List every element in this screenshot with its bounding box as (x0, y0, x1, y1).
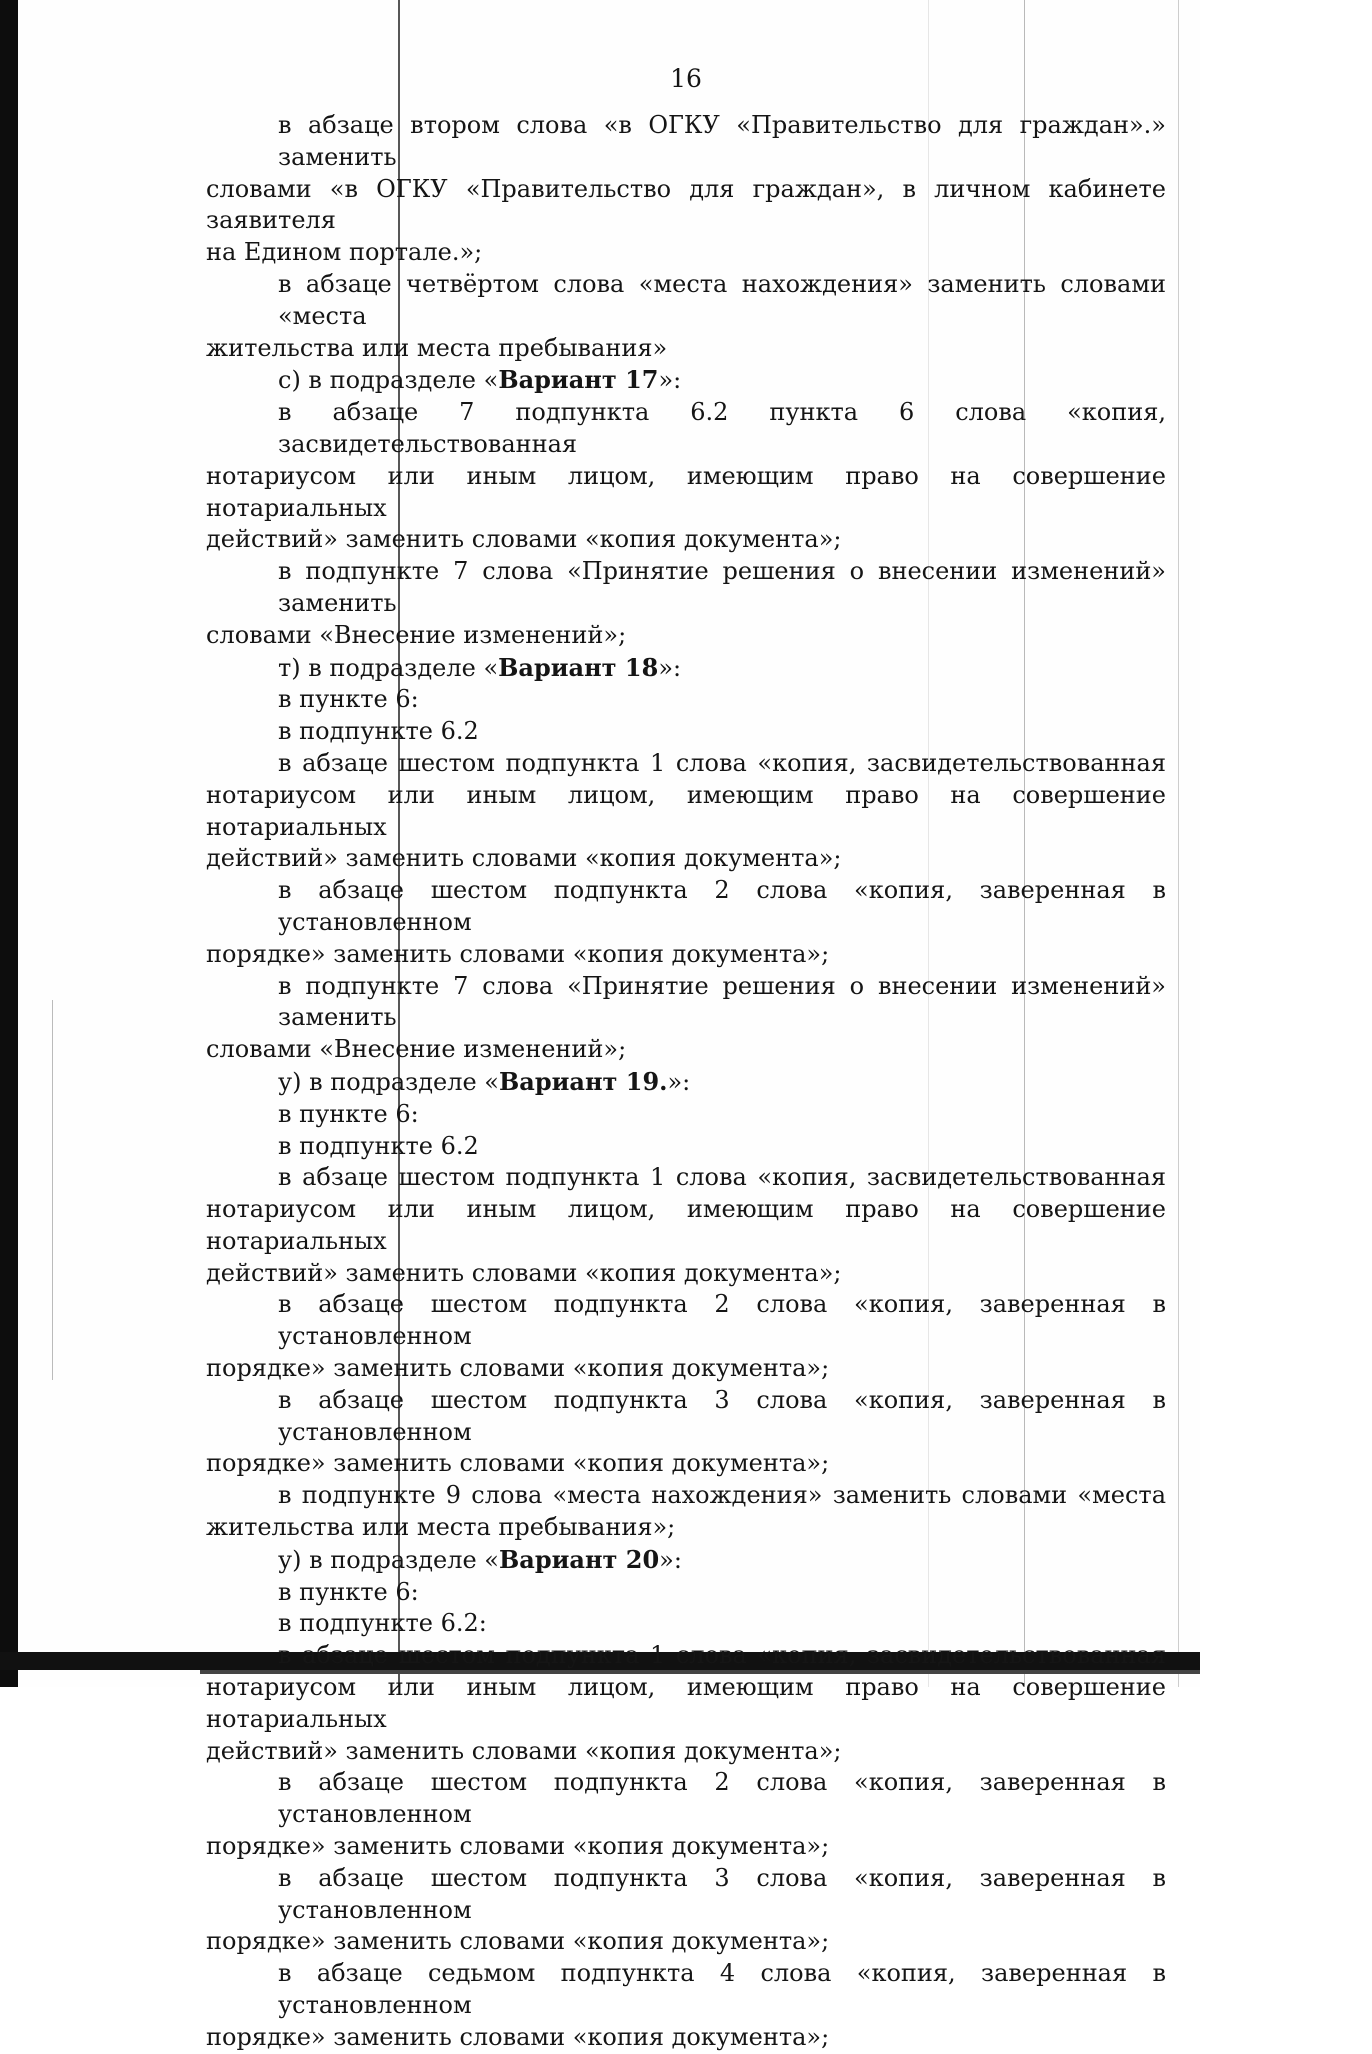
paragraph-line: нотариусом или иным лицом, имеющим право на совершение нотариальных (206, 1195, 1166, 1255)
paragraph-line: в подпункте 6.2: (278, 1609, 487, 1638)
paragraph (206, 1767, 1166, 1862)
paragraph (206, 1289, 1166, 1384)
paragraph (206, 110, 1166, 269)
heading-prefix: у) в подразделе « (278, 1067, 499, 1096)
paragraph (206, 269, 1166, 364)
heading-suffix: »: (667, 1067, 691, 1096)
scan-margin-mark (52, 1000, 53, 1380)
paragraph-line: в подпункте 7 слова «Принятие решения о внесении изменений» заменить (278, 971, 1166, 1032)
paragraph (206, 1640, 1166, 1767)
paragraph (206, 397, 1166, 556)
page-number: 16 (670, 64, 702, 93)
subsection-heading (206, 364, 1166, 397)
paragraph-line: в абзаце 7 подпункта 6.2 пункта 6 слова «копия, засвидетельствованная (278, 398, 1166, 458)
paragraph-line: порядке» заменить словами «копия документа»; (206, 1832, 830, 1861)
heading-suffix: »: (658, 653, 682, 682)
paragraph-line: словами «в ОГКУ «Правительство для граждан», в личном кабинете заявителя (206, 174, 1166, 235)
scan-faint-line-edge (1178, 0, 1179, 1687)
paragraph-line: словами «Внесение изменений»; (206, 620, 627, 649)
paragraph-line: действий» заменить словами «копия документа»; (206, 1736, 842, 1765)
paragraph-line (206, 1544, 1166, 1577)
paragraph-line: словами «Внесение изменений»; (206, 1035, 627, 1064)
paragraph-line: в пункте 6: (278, 1577, 419, 1606)
paragraph-line: в абзаце шестом подпункта 3 слова «копия, заверенная в установленном (278, 1863, 1166, 1924)
heading-suffix: »: (659, 1545, 682, 1574)
paragraph-line: нотариусом или иным лицом, имеющим право на совершение нотариальных (206, 461, 1166, 522)
paragraph-line: в абзаце шестом подпункта 1 слова «копия, засвидетельствованная (278, 1163, 1166, 1192)
paragraph-line: действий» заменить словами «копия документа»; (206, 844, 842, 873)
paragraph (206, 875, 1166, 970)
paragraph-line: в абзаце шестом подпункта 1 слова «копия, засвидетельствованная (278, 748, 1166, 777)
paragraph-line: в абзаце шестом подпункта 2 слова «копия, заверенная в установленном (278, 1768, 1166, 1829)
paragraph-line: жительства или места пребывания»; (206, 1513, 676, 1542)
paragraph (206, 1863, 1166, 1958)
variant-title: Вариант 19. (498, 1066, 668, 1096)
paragraph-line: в абзаце седьмом подпункта 4 слова «копия, заверенная в установленном (278, 1959, 1166, 2020)
paragraph (206, 1131, 1166, 1163)
paragraph-line: в подпункте 6.2 (278, 1131, 479, 1160)
paragraph-line: в пункте 6: (278, 685, 419, 714)
paragraph (206, 1480, 1166, 1544)
paragraph-line: в абзаце шестом подпункта 1 слова «копия, засвидетельствованная (278, 1641, 1166, 1670)
paragraph-line (206, 1066, 1166, 1099)
paragraph (206, 971, 1166, 1066)
paragraph-line: порядке» заменить словами «копия документа»; (206, 1927, 830, 1956)
paragraph-line: порядке» заменить словами «копия документа»; (206, 2022, 830, 2051)
paragraph (206, 748, 1166, 875)
paragraph (206, 684, 1166, 716)
paragraph (206, 556, 1166, 651)
paragraph (206, 1385, 1166, 1480)
variant-title: Вариант 18 (498, 652, 659, 682)
heading-suffix: »: (658, 366, 682, 395)
paragraph-line: в абзаце шестом подпункта 2 слова «копия, заверенная в установленном (278, 1290, 1166, 1351)
subsection-heading (206, 1544, 1166, 1577)
paragraph-line (206, 364, 1166, 397)
paragraph-line: в подпункте 7 слова «Принятие решения о внесении изменений» заменить (278, 557, 1166, 617)
heading-prefix: у) в подразделе « (278, 1545, 499, 1574)
paragraph-line: действий» заменить словами «копия документа»; (206, 525, 842, 554)
paragraph-line: нотариусом или иным лицом, имеющим право на совершение нотариальных (206, 1673, 1166, 1733)
paragraph-line: в пункте 6: (278, 1099, 419, 1128)
subsection-heading (206, 652, 1166, 685)
heading-prefix: с) в подразделе « (278, 366, 499, 395)
paragraph-line: действий» заменить словами «копия документа»; (206, 1258, 842, 1287)
document-body (206, 110, 1166, 2054)
paragraph-line: в абзаце шестом подпункта 2 слова «копия, заверенная в установленном (278, 876, 1166, 936)
paragraph (206, 1099, 1166, 1131)
heading-prefix: т) в подразделе « (278, 653, 499, 682)
paragraph-line: в абзаце шестом подпункта 3 слова «копия, заверенная в установленном (278, 1385, 1166, 1446)
paragraph (206, 1958, 1166, 2053)
paragraph-line: нотариусом или иным лицом, имеющим право на совершение нотариальных (206, 780, 1166, 841)
variant-title: Вариант 20 (498, 1544, 660, 1574)
scan-left-edge (0, 0, 18, 1687)
variant-title: Вариант 17 (498, 365, 659, 395)
paragraph (206, 1608, 1166, 1640)
paragraph-line: в подпункте 6.2 (278, 717, 479, 746)
paragraph-line: в подпункте 9 слова «места нахождения» заменить словами «места (278, 1481, 1166, 1510)
subsection-heading (206, 1066, 1166, 1099)
paragraph-line: в абзаце втором слова «в ОГКУ «Правительство для граждан».» заменить (278, 111, 1166, 171)
paragraph (206, 716, 1166, 748)
paragraph-line: на Едином портале.»; (206, 238, 483, 267)
paragraph (206, 1577, 1166, 1609)
paragraph-line: порядке» заменить словами «копия документа»; (206, 1449, 830, 1478)
paragraph-line (206, 652, 1166, 685)
paragraph-line: порядке» заменить словами «копия документа»; (206, 939, 830, 968)
paragraph-line: в абзаце четвёртом слова «места нахождения» заменить словами «места (278, 269, 1166, 330)
paragraph-line: жительства или места пребывания» (206, 333, 668, 362)
paragraph-line: порядке» заменить словами «копия документа»; (206, 1354, 830, 1383)
paragraph (206, 1162, 1166, 1289)
